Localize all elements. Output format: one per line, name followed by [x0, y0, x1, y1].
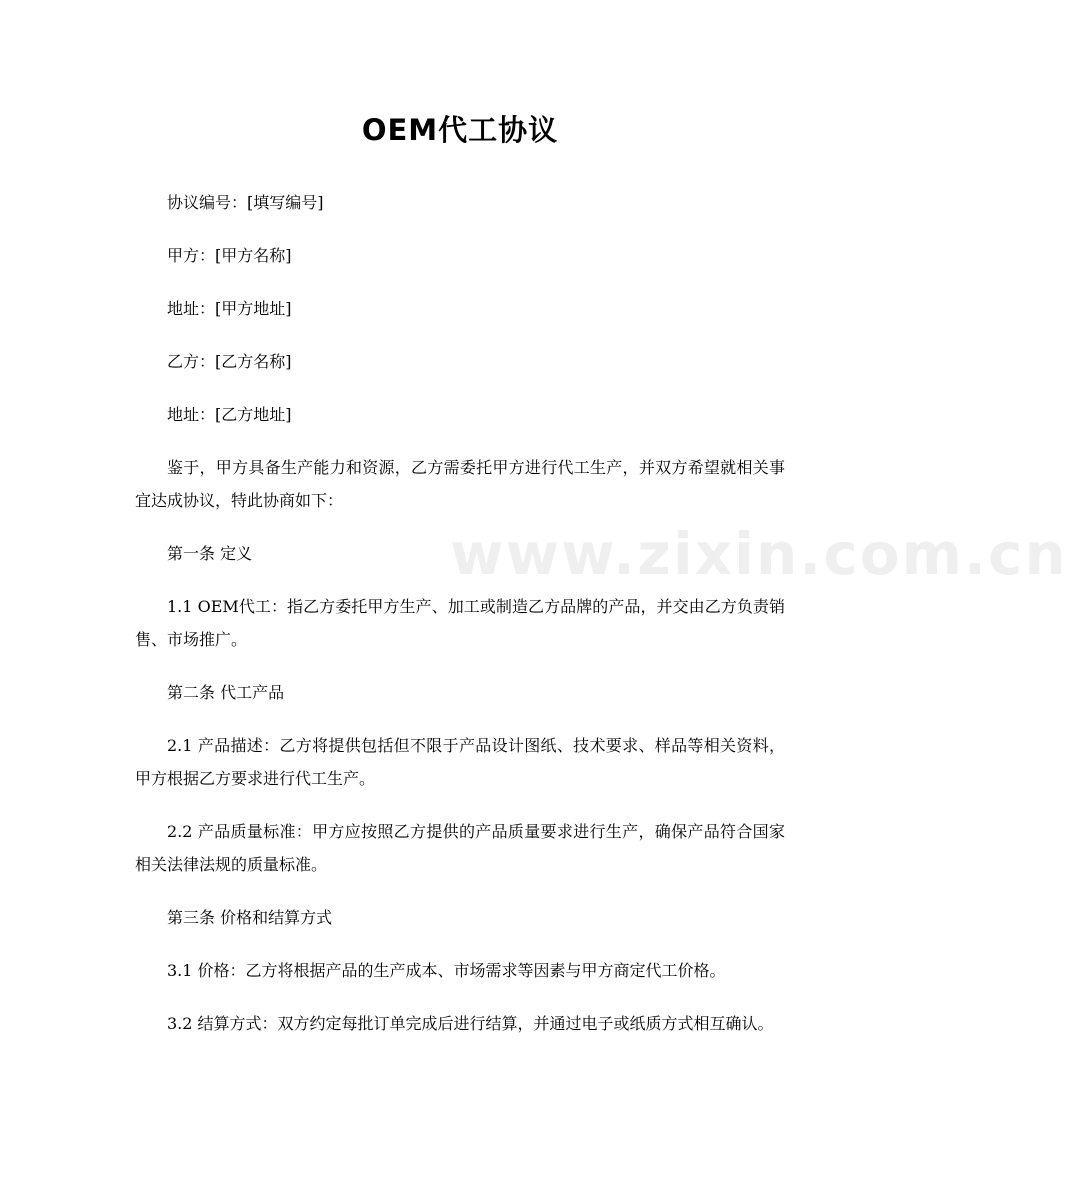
field-label: 地址：: [167, 405, 216, 424]
field-party-a-name: [135, 239, 785, 272]
field-value: [乙方名称]: [215, 352, 292, 371]
field-value: [填写编号]: [247, 193, 324, 212]
clause-3-1: 3.1 价格：乙方将根据产品的生产成本、市场需求等因素与甲方商定代工价格。: [167, 961, 726, 980]
document-body: [135, 186, 785, 1060]
field-value: [乙方地址]: [215, 405, 292, 424]
article-1-heading: 第一条 定义: [167, 544, 253, 563]
field-label: 地址：: [167, 299, 216, 318]
field-party-a-address: [135, 292, 785, 325]
clause-2-2: 2.2 产品质量标准：甲方应按照乙方提供的产品质量要求进行生产，确保产品符合国家相关法律法规的质量标准。: [135, 822, 785, 874]
field-party-b-name: [135, 345, 785, 378]
clause-2-1: 2.1 产品描述：乙方将提供包括但不限于产品设计图纸、技术要求、样品等相关资料，甲方根据乙方要求进行代工生产。: [135, 736, 785, 788]
field-agreement-number: [135, 186, 785, 219]
field-label: 甲方：: [167, 246, 216, 265]
clause-3-2: 3.2 结算方式：双方约定每批订单完成后进行结算，并通过电子或纸质方式相互确认。: [167, 1014, 774, 1033]
document-title: OEM代工协议: [361, 113, 559, 147]
article-3-heading: 第三条 价格和结算方式: [167, 908, 333, 927]
article-2-heading: 第二条 代工产品: [167, 683, 285, 702]
field-party-b-address: [135, 398, 785, 431]
field-label: 乙方：: [167, 352, 216, 371]
field-value: [甲方地址]: [215, 299, 292, 318]
preamble-paragraph: 鉴于，甲方具备生产能力和资源，乙方需委托甲方进行代工生产，并双方希望就相关事宜达成协议，特此协商如下：: [135, 458, 785, 510]
watermark-text: www.zixin.com.cn: [450, 520, 1068, 588]
field-value: [甲方名称]: [215, 246, 292, 265]
field-label: 协议编号：: [167, 193, 248, 212]
clause-1-1: 1.1 OEM代工：指乙方委托甲方生产、加工或制造乙方品牌的产品，并交由乙方负责销售、市场推广。: [135, 597, 785, 649]
